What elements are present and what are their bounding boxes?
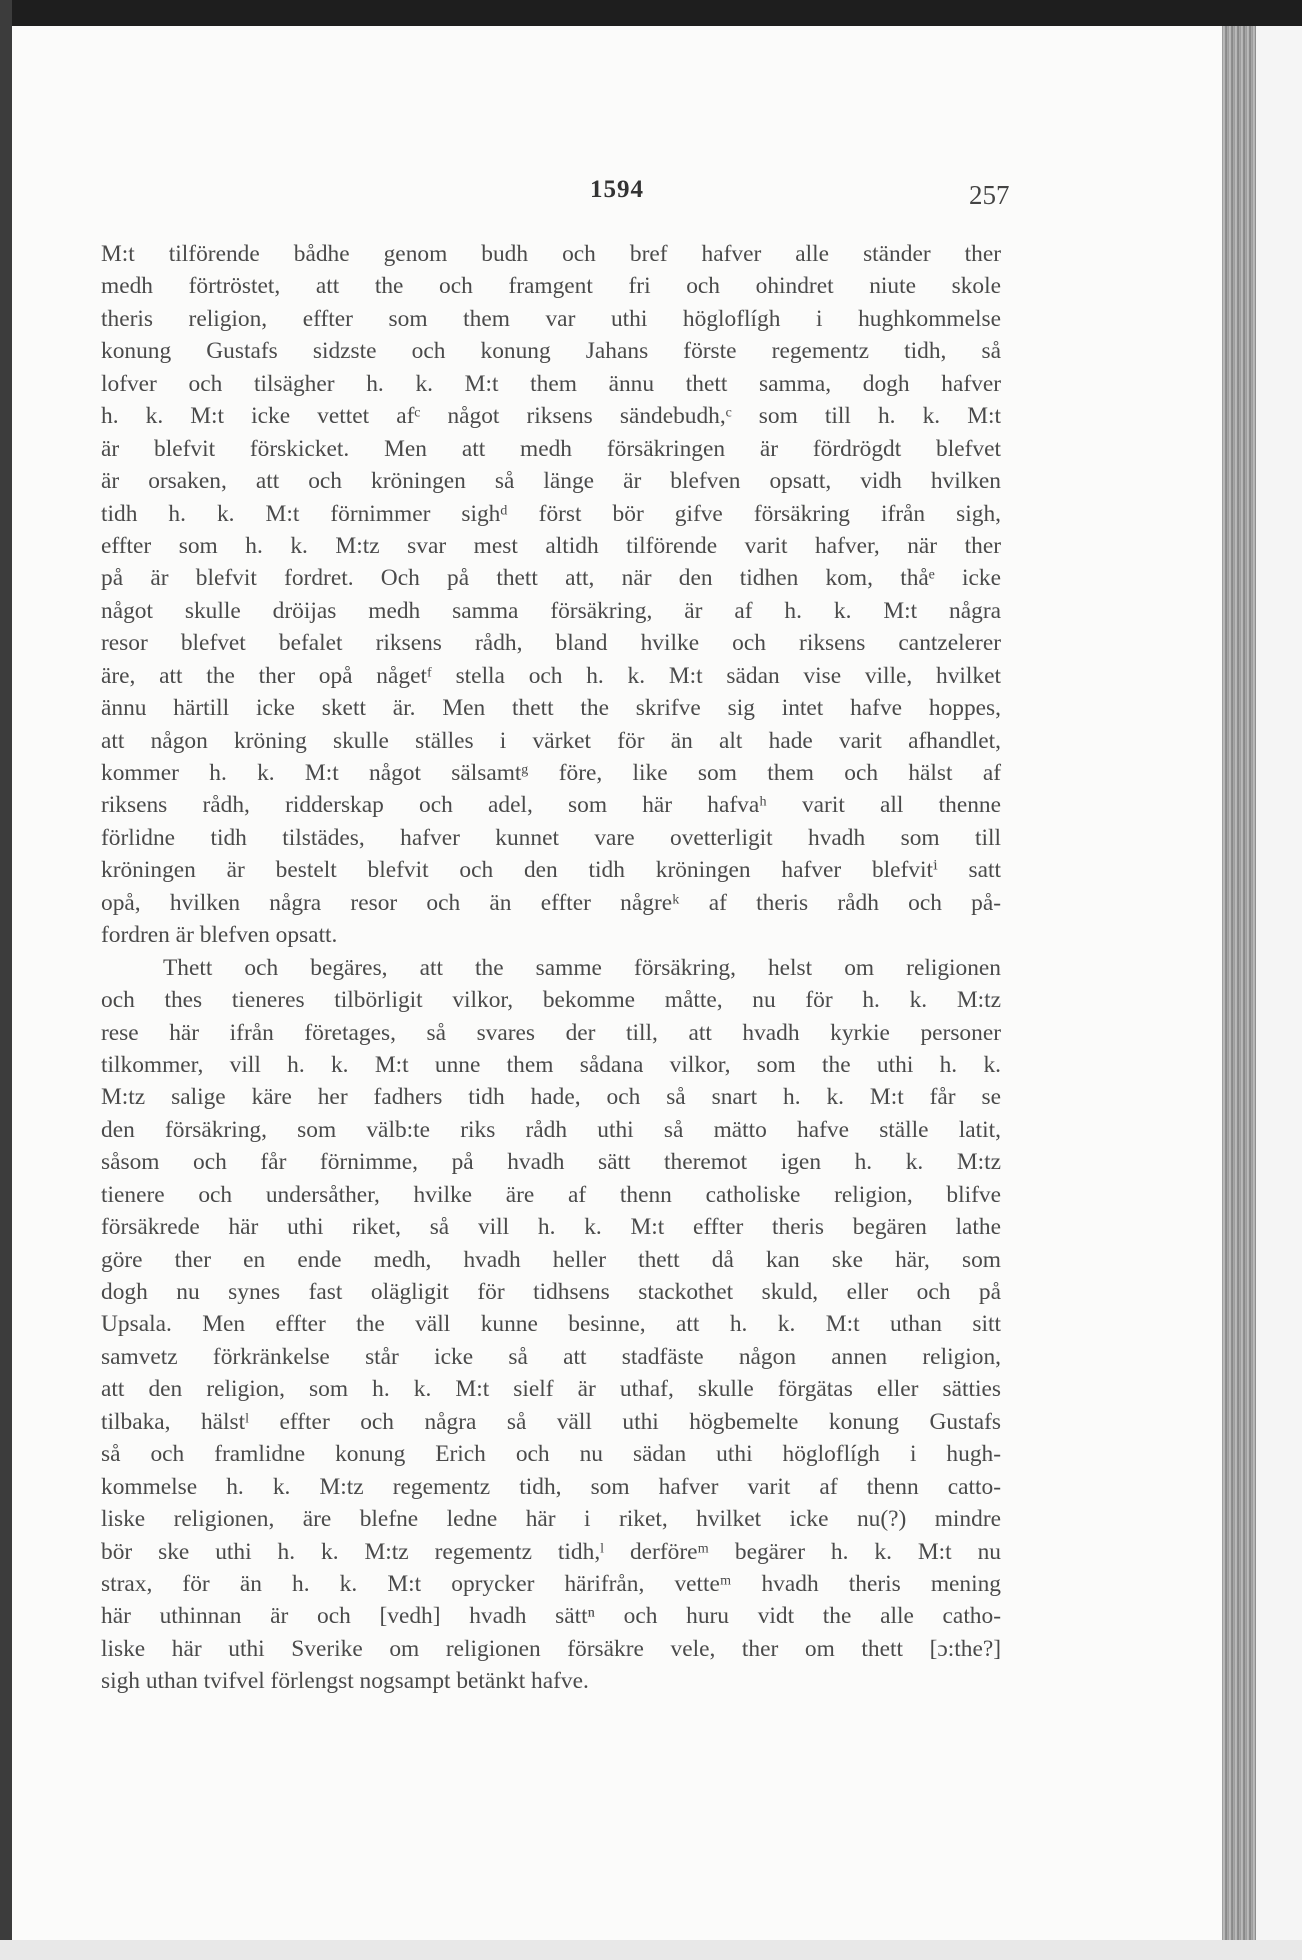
text-line: dogh nu synes fast olägligit för tidhsens stackothet skuld, eller och på [101,1279,1001,1305]
text-line: så och framlidne konung Erich och nu sädan uthi högloflígh i hugh- [101,1441,1001,1468]
text-line: theris religion, effter som them var uthi högloflígh i hughkommelse [101,305,1001,332]
text-line: effter som h. k. M:tz svar mest altidh tilförende varit hafver, när ther [101,532,1001,559]
text-line: tilbaka, hälstˡ effter och några så väll uthi högbemelte konung Gustafs [101,1408,1001,1435]
text-line: och thes tieneres tilbörligit vilkor, bekomme måtte, nu för h. k. M:tz [101,987,1001,1014]
text-line: att den religion, som h. k. M:t sielf är uthaf, skulle förgätas eller sätties [101,1376,1001,1403]
text-line: försäkrede här uthi riket, så vill h. k. M:t effter theris begären lathe [101,1214,1001,1241]
text-line: ännu härtill icke skett är. Men thett the skrifve sig intet hafve hoppes, [101,695,1001,722]
text-line: liske religionen, äre blefne ledne här i riket, hvilket icke nu(?) mindre [101,1506,1001,1533]
text-line: äre, att the ther opå någetᶠ stella och h. k. M:t sädan vise ville, hvilket [101,662,1001,689]
text-line: M:tz salige käre her fadhers tidh hade, och så snart h. k. M:t får se [101,1084,1001,1111]
text-line: Upsala. Men effter the väll kunne besinne, att h. k. M:t uthan sitt [101,1311,1001,1338]
page-number: 257 [969,180,1010,210]
text-line: lofver och tilsägher h. k. M:t them ännu thett samma, dogh hafver [101,370,1001,397]
text-line: tienere och undersåther, hvilke äre af thenn catholiske religion, blifve [101,1181,1001,1208]
scan-left-border [0,0,12,1960]
text-line: är orsaken, att och kröningen så länge är blefven opsatt, vidh hvilken [101,468,1001,495]
text-line: rese här ifrån företages, så svares der till, att hvadh kyrkie personer [101,1019,1001,1046]
book-page [12,26,1222,1940]
text-line: här uthinnan är och [vedh] hvadh sättⁿ och huru vidt the alle catho- [101,1603,1001,1630]
running-head-year: 1594 [590,176,644,203]
text-line: samvetz förkränkelse står icke så att stadfäste någon annen religion, [101,1343,1001,1370]
text-line: resor blefvet befalet riksens rådh, bland hvilke och riksens cantzelerer [101,630,1001,657]
text-line: Thett och begäres, att the samme försäkring, helst om religionen [163,954,1001,981]
text-line: är blefvit förskicket. Men att medh försäkringen är fördrögdt blefvet [101,435,1001,462]
text-line: såsom och får förnimme, på hvadh sätt theremot igen h. k. M:tz [101,1149,1001,1176]
text-line: riksens rådh, ridderskap och adel, som här hafvaʰ varit all thenne [101,792,1001,819]
text-line: medh förtröstet, att the och framgent fri och ohindret niute skole [101,273,1001,300]
text-line: h. k. M:t icke vettet afᶜ något riksens sändebudh,ᶜ som till h. k. M:t [101,403,1001,430]
text-line: konung Gustafs sidzste och konung Jahans förste regementz tidh, så [101,338,1001,365]
text-line: tidh h. k. M:t förnimmer sighᵈ först bör gifve försäkring ifrån sigh, [101,500,1001,527]
text-line: bör ske uthi h. k. M:tz regementz tidh,ˡ derföreᵐ begärer h. k. M:t nu [101,1538,1001,1565]
text-line: kommelse h. k. M:tz regementz tidh, som hafver varit af thenn catto- [101,1473,1001,1500]
text-line: opå, hvilken några resor och än effter någreᵏ af theris rådh och på- [101,889,1001,916]
body-text [101,238,1001,1698]
scan-top-border [0,0,1302,26]
text-line: sigh uthan tvifvel förlengst nogsampt betänkt hafve. [101,1668,589,1695]
text-line: liske här uthi Sverike om religionen försäkre vele, ther om thett [ɔ:the?] [101,1635,1001,1662]
scan-right-margin [1256,26,1302,1940]
text-line: göre ther en ende medh, hvadh heller thett då kan ske här, som [101,1246,1001,1273]
text-line: kröningen är bestelt blefvit och den tidh kröningen hafver blefvitⁱ satt [101,857,1001,884]
text-line: på är blefvit fordret. Och på thett att, när den tidhen kom, thåᵉ icke [101,565,1001,592]
text-line: förlidne tidh tilstädes, hafver kunnet vare ovetterligit hvadh som till [101,824,1001,851]
text-line: fordren är blefven opsatt. [101,922,338,949]
text-line: strax, för än h. k. M:t oprycker härifrån, vetteᵐ hvadh theris mening [101,1570,1001,1597]
scan-bottom-border [0,1940,1302,1960]
text-line: den försäkring, som välb:te riks rådh uthi så mätto hafve ställe latit, [101,1116,1001,1143]
text-line: något skulle dröijas medh samma försäkring, är af h. k. M:t några [101,597,1001,624]
text-line: tilkommer, vill h. k. M:t unne them sådana vilkor, som the uthi h. k. [101,1051,1001,1078]
text-line: M:t tilförende bådhe genom budh och bref hafver alle ständer ther [101,241,1001,267]
page-edges-stack [1222,26,1256,1940]
text-line: kommer h. k. M:t något sälsamtᵍ före, like som them och hälst af [101,760,1001,786]
text-line: att någon kröning skulle ställes i värket för än alt hade varit afhandlet, [101,727,1001,754]
